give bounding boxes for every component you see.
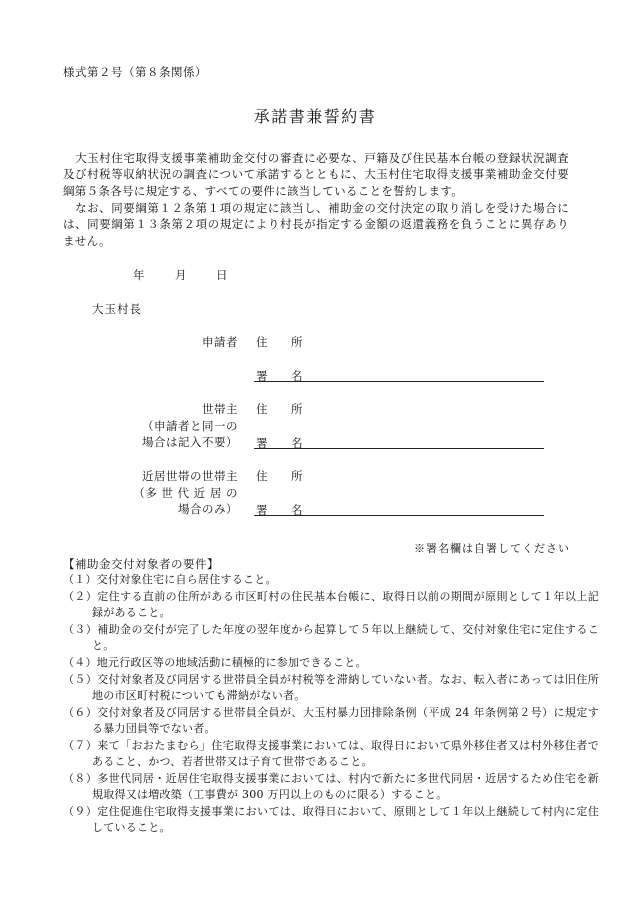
applicant-role: 申請者 (202, 335, 238, 349)
addressee: 大玉村長 (92, 302, 142, 316)
requirement-item: （３）補助金の交付が完了した年度の翌年度から起算して５年以上継続して、交付対象住宅に定住すること。 (63, 623, 599, 653)
household-head-role: 世帯主 (202, 402, 238, 416)
requirement-item: （６）交付対象者及び同居する世帯員全員が、大玉村暴力団排除条例（平成 24 年条例第２号）に規定する暴力団員等でない者。 (63, 706, 599, 736)
applicant-address-label: 住 所 (256, 335, 309, 349)
household-head-note-line2: 場合は記入不要） (142, 435, 238, 449)
applicant-name-label: 署 名 (256, 369, 309, 383)
household-head-address-label: 住 所 (256, 402, 309, 416)
applicant-signature-line[interactable] (254, 381, 544, 382)
date-day-label: 日 (216, 268, 228, 282)
household-head-name-label: 署 名 (256, 436, 309, 450)
refund-paragraph: なお、同要綱第１２条第１項の規定に該当し、補助金の交付決定の取り消しを受けた場合には、同要綱第１３条第２項の規定により村長が指定する金額の返還義務を負うことに異存ありません。 (63, 201, 569, 248)
nearby-head-role: 近居世帯の世帯主 (142, 469, 238, 483)
requirement-item: （１）交付対象住宅に自ら居住すること。 (63, 573, 277, 586)
requirement-item: （８）多世代同居・近居住宅取得支援事業においては、村内で新たに多世代同居・近居するため住宅を新規取得又は増改築（工事費が 300 万円以上のものに限る）すること。 (63, 772, 599, 802)
date-month-label: 月 (175, 268, 187, 282)
requirement-item: （７）来て「おおたまむら」住宅取得支援事業においては、取得日において県外移住者又は村外移住者であること、かつ、若者世帯又は子育て世帯であること。 (63, 739, 599, 769)
requirement-item: （４）地元行政区等の地域活動に積極的に参加できること。 (63, 656, 367, 669)
document-title: 承諾書兼誓約書 (253, 107, 377, 126)
requirement-item: （５）交付対象者及び同居する世帯員全員が村税等を滞納していない者。なお、転入者にあっては旧住所地の市区町村税についても滞納がない者。 (63, 673, 599, 703)
requirement-item: （２）定住する直前の住所がある市区町村の住民基本台帳に、取得日以前の期間が原則として１年以上記録があること。 (63, 590, 599, 620)
nearby-head-note-line1: （多 世 代 近 居 の (133, 486, 238, 500)
requirements-heading: 【補助金交付対象者の要件】 (63, 557, 219, 571)
consent-paragraph: 大玉村住宅取得支援事業補助金交付の審査に必要な、戸籍及び住民基本台帳の登録状況調査及び村税等収納状況の調査について承諾するとともに、大玉村住宅取得支援事業補助金交付要綱第５条各号に規定する、すべての要件に該当していることを誓約します。 (63, 151, 569, 198)
household-head-note-line1: （申請者と同一の (142, 419, 238, 433)
nearby-head-address-label: 住 所 (256, 469, 309, 483)
nearby-head-signature-line[interactable] (254, 515, 544, 516)
nearby-head-name-label: 署 名 (256, 503, 309, 517)
nearby-head-note-line2: 場合のみ） (178, 502, 238, 516)
form-number: 様式第２号（第８条関係） (63, 65, 207, 79)
requirement-item: （９）定住促進住宅取得支援事業においては、取得日において、原則として１年以上継続して村内に定住していること。 (63, 805, 599, 835)
date-year-label: 年 (133, 268, 145, 282)
signature-note: ※署名欄は自署してください (414, 542, 570, 555)
household-head-signature-line[interactable] (254, 448, 544, 449)
